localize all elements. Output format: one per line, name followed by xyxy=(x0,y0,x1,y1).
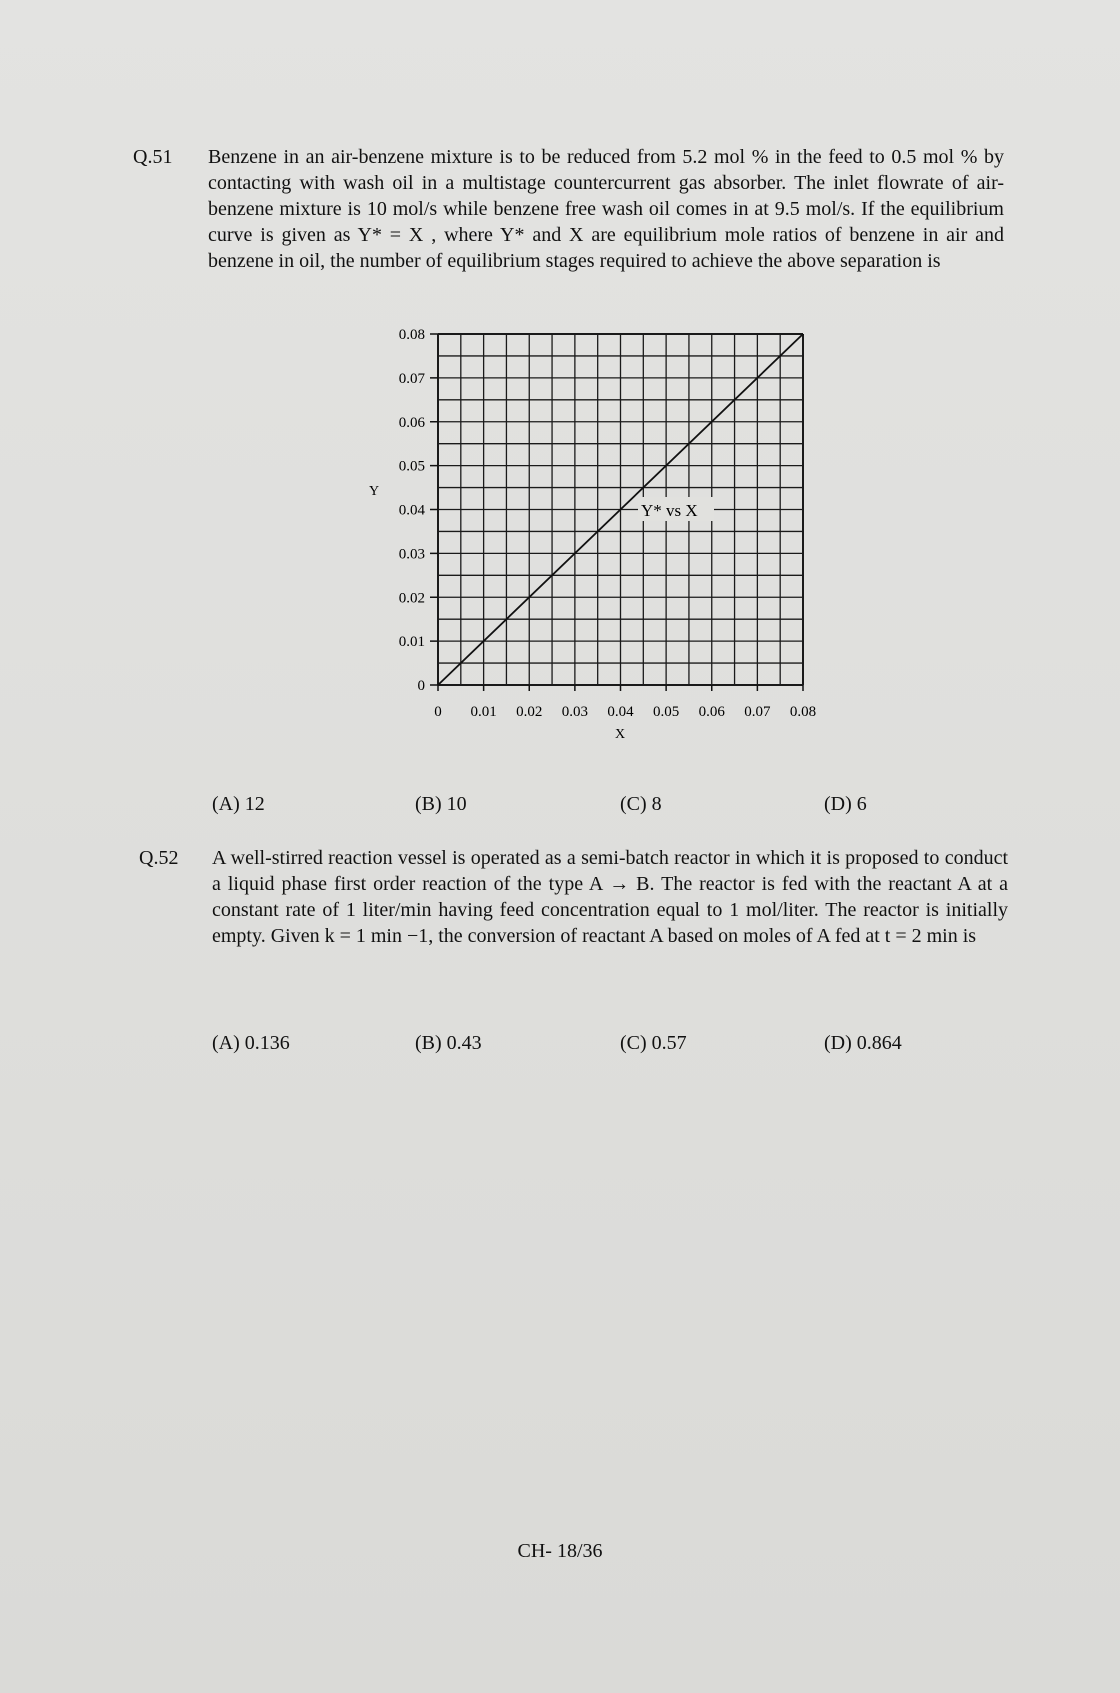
x-tick-label: 0.01 xyxy=(470,704,497,720)
y-tick-label: 0.04 xyxy=(398,502,425,519)
q51-option-b[interactable]: (B) 10 xyxy=(415,793,467,815)
q52-option-c[interactable]: (C) 0.57 xyxy=(620,1032,687,1054)
x-tick-label: 0.06 xyxy=(698,704,725,720)
y-tick-label: 0.05 xyxy=(398,458,425,475)
q52-option-d[interactable]: (D) 0.864 xyxy=(824,1032,902,1054)
question-52-text: A well-stirred reaction vessel is operated as a semi-batch reactor in which it is proposed to conduct a liquid phase first order reaction of the type A → B. The reactor is fed with the reactant A at a constant rate of 1 liter/min having feed concentration equal to 1 mol/liter. The reactor is initially empty. Given k = 1 min −1, the conversion of reactant A based on moles of A fed at t = 2 min is xyxy=(212,847,1008,947)
x-tick-label: 0.03 xyxy=(561,704,588,720)
chart-y-label: Y xyxy=(368,484,380,499)
y-tick-label: 0.02 xyxy=(398,590,425,607)
chart-x-ticks xyxy=(434,685,816,720)
question-52-number: Q.52 xyxy=(139,847,179,869)
q51-option-d[interactable]: (D) 6 xyxy=(824,793,867,815)
y-tick-label: 0.03 xyxy=(398,546,425,563)
q52-option-b[interactable]: (B) 0.43 xyxy=(415,1032,482,1054)
y-tick-label: 0.07 xyxy=(398,370,425,387)
q51-option-c[interactable]: (C) 8 xyxy=(620,793,662,815)
x-tick-label: 0 xyxy=(434,704,442,720)
x-tick-label: 0.04 xyxy=(607,704,634,720)
page-footer: CH- 18/36 xyxy=(517,1540,603,1562)
q52-option-a[interactable]: (A) 0.136 xyxy=(212,1032,290,1054)
q51-option-a[interactable]: (A) 12 xyxy=(212,793,265,815)
y-tick-label: 0.08 xyxy=(398,327,425,343)
y-tick-label: 0 xyxy=(417,678,425,694)
y-tick-label: 0.01 xyxy=(398,634,425,651)
chart-annotation: Y* vs X xyxy=(641,501,698,520)
x-tick-label: 0.08 xyxy=(789,704,817,720)
x-tick-label: 0.02 xyxy=(516,704,543,720)
chart-x-label: X xyxy=(614,727,626,742)
x-tick-label: 0.05 xyxy=(653,704,680,720)
question-51-text: Benzene in an air-benzene mixture is to be reduced from 5.2 mol % in the feed to 0.5 mol % by contacting with wash oil in a multistage countercurrent gas absorber. The inlet flowrate of air-benzene mixture is 10 mol/s while benzene free wash oil comes in at 9.5 mol/s. If the equilibrium curve is given as Y* = X , where Y* and X are equilibrium mole ratios of benzene in air and benzene in oil, the number of equilibrium stages required to achieve the above separation is xyxy=(208,146,1004,272)
x-tick-label: 0.07 xyxy=(744,704,771,720)
y-tick-label: 0.06 xyxy=(398,414,425,431)
chart-y-ticks xyxy=(399,327,438,694)
question-51-number: Q.51 xyxy=(133,146,173,168)
